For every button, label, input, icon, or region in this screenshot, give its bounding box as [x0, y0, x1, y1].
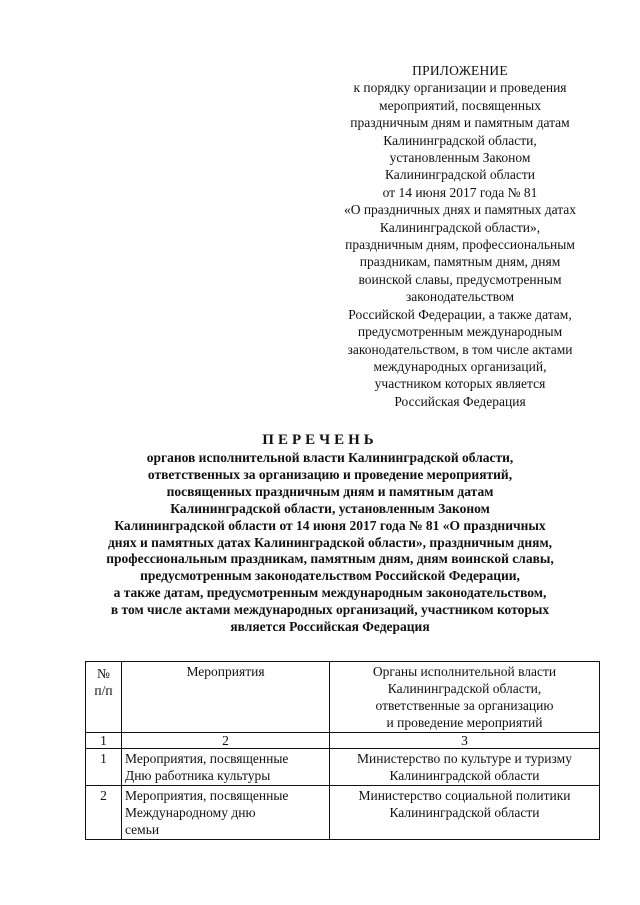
header-org-line: и проведение мероприятий [386, 715, 543, 730]
org-line: Министерство по культуре и туризму [357, 751, 572, 766]
header-num-line: п/п [94, 683, 113, 698]
appendix-line: мероприятий, посвященных [379, 97, 541, 113]
appendix-block [310, 62, 610, 410]
appendix-line: от 14 июня 2017 года № 81 [382, 184, 538, 200]
column-index: 2 [122, 733, 330, 749]
appendix-line: воинской славы, предусмотренным [358, 271, 562, 287]
table-row [86, 749, 600, 786]
column-index: 1 [86, 733, 122, 749]
subtitle-line: предусмотренным законодательством Российской Федерации, [140, 568, 520, 584]
appendix-line: предусмотренным международным [357, 324, 563, 340]
appendix-line: международных организаций, [373, 358, 547, 374]
subtitle-line: днях и памятных датах Калининградской области», праздничным дням, [107, 534, 553, 550]
appendix-line: Калининградской области, [383, 132, 537, 148]
appendix-line: Российская Федерация [394, 393, 526, 409]
appendix-line: Российской Федерации, а также датам, [348, 306, 572, 322]
event-line: Мероприятия, посвященные [125, 788, 289, 803]
org-line: Калининградской области [389, 805, 540, 820]
subtitle-line: Калининградской области, установленным Законом [170, 500, 490, 516]
table-header-row [86, 662, 600, 733]
column-index: 3 [330, 733, 600, 749]
row-number: 2 [86, 786, 122, 840]
org-cell [330, 786, 600, 840]
header-org-line: Органы исполнительной власти [372, 664, 557, 679]
appendix-line: праздникам, памятным дням, дням [359, 254, 561, 270]
org-cell [330, 749, 600, 786]
event-line: Международному дню [125, 805, 256, 820]
subtitle-line: является Российская Федерация [230, 619, 430, 635]
appendix-line: «О праздничных днях и памятных датах [343, 202, 577, 218]
header-org [330, 662, 600, 733]
subtitle-line: в том числе актами международных организаций, участником которых [110, 602, 550, 618]
event-line: семьи [125, 822, 160, 837]
subtitle-line: ответственных за организацию и проведение мероприятий, [147, 466, 513, 482]
appendix-line: установленным Законом [389, 150, 531, 166]
responsibility-table-wrapper [85, 661, 599, 840]
org-line: Калининградской области [389, 768, 540, 783]
appendix-line: к порядку организации и проведения [353, 80, 567, 96]
event-line: Мероприятия, посвященные [125, 751, 289, 766]
header-event-line: Мероприятия [186, 664, 265, 679]
appendix-line: праздничным дням, профессиональным [345, 237, 575, 253]
row-number: 1 [86, 749, 122, 786]
table-row [86, 786, 600, 840]
appendix-line: праздничным дням и памятным датам [350, 115, 570, 131]
subtitle-line: Калининградской области от 14 июня 2017 года № 81 «О праздничных [114, 517, 546, 533]
header-num [86, 662, 122, 733]
header-org-line: ответственные за организацию [375, 698, 554, 713]
list-subtitle [60, 450, 600, 636]
subtitle-line: а также датам, предусмотренным международным законодательством, [113, 585, 547, 601]
list-title: ПЕРЕЧЕНЬ [262, 432, 378, 448]
subtitle-line: профессиональным праздникам, памятным дням, дням воинской славы, [106, 551, 554, 567]
appendix-line: участником которых является [374, 376, 546, 392]
column-index-row [86, 733, 600, 749]
subtitle-line: органов исполнительной власти Калининградской области, [146, 450, 514, 465]
appendix-line: законодательством [405, 289, 515, 305]
appendix-line: Калининградской области», [379, 219, 541, 235]
header-org-line: Калининградской области, [387, 681, 542, 696]
responsibility-table [85, 661, 600, 840]
org-line: Министерство социальной политики [358, 788, 571, 803]
event-cell [122, 749, 330, 786]
event-cell [122, 786, 330, 840]
header-event [122, 662, 330, 733]
event-line: Дню работника культуры [125, 768, 271, 783]
appendix-line: Калининградской области [384, 167, 536, 183]
subtitle-line: посвященных праздничным дням и памятным датам [166, 483, 494, 499]
appendix-line: законодательством, в том числе актами [347, 341, 573, 357]
appendix-title: ПРИЛОЖЕНИЕ [412, 63, 508, 78]
header-num-line: № [97, 666, 110, 681]
